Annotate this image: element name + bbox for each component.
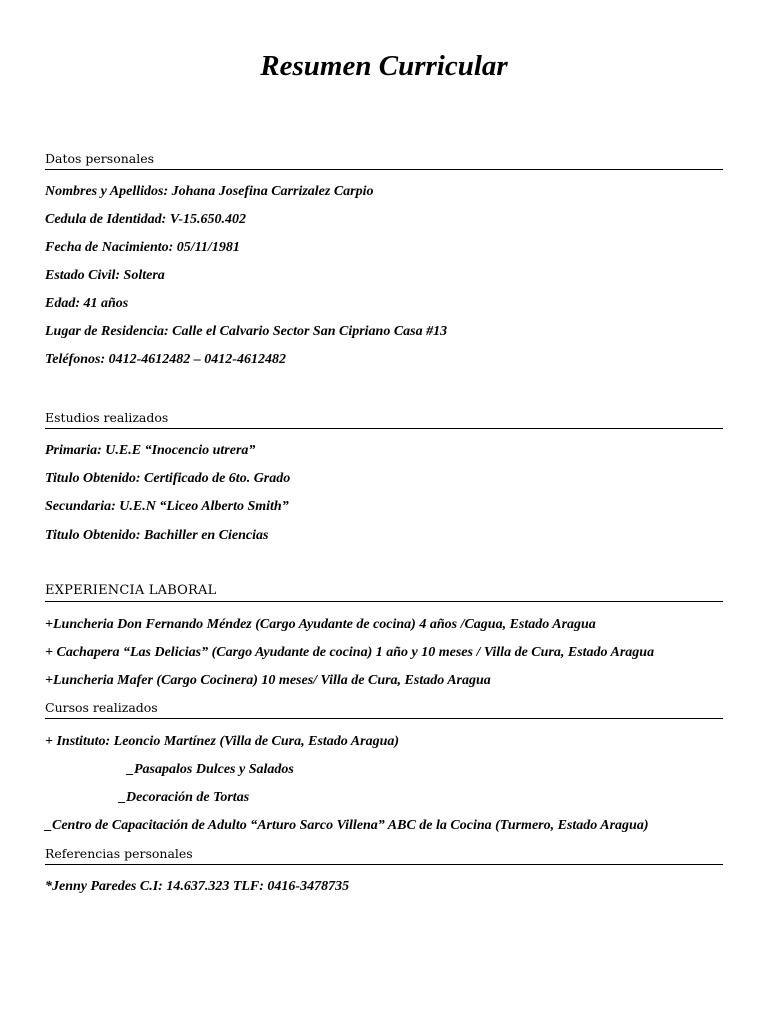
education-primary-title: Titulo Obtenido: Certificado de 6to. Grado — [45, 471, 291, 486]
personal-birthdate: Fecha de Nacimiento: 05/11/1981 — [45, 240, 240, 255]
section-heading-personal: Datos personales — [45, 150, 723, 170]
education-primary: Primaria: U.E.E “Inocencio utrera” — [45, 443, 256, 458]
experience-item: +Luncheria Don Fernando Méndez (Cargo Ayudante de cocina) 4 años /Cagua, Estado Aragua — [45, 617, 596, 632]
education-secondary: Secundaria: U.E.N “Liceo Alberto Smith” — [45, 499, 289, 514]
page-title: Resumen Curricular — [260, 50, 508, 82]
course-item: _Decoración de Tortas — [119, 790, 250, 805]
experience-item: +Luncheria Mafer (Cargo Cocinera) 10 meses/ Villa de Cura, Estado Aragua — [45, 673, 491, 688]
personal-age: Edad: 41 años — [45, 296, 129, 311]
personal-civil-status: Estado Civil: Soltera — [45, 268, 165, 283]
personal-residence: Lugar de Residencia: Calle el Calvario Sector San Cipriano Casa #13 — [45, 324, 448, 339]
course-center: _Centro de Capacitación de Adulto “Arturo Sarco Villena” ABC de la Cocina (Turmero, Estado Aragua) — [45, 818, 649, 833]
section-heading-experience: EXPERIENCIA LABORAL — [45, 582, 723, 602]
course-item: _Pasapalos Dulces y Salados — [127, 762, 294, 777]
education-secondary-title: Titulo Obtenido: Bachiller en Ciencias — [45, 528, 269, 543]
experience-item: + Cachapera “Las Delicias” (Cargo Ayudante de cocina) 1 año y 10 meses / Villa de Cura, Estado Aragua — [45, 645, 655, 660]
reference-item: *Jenny Paredes C.I: 14.637.323 TLF: 0416-3478735 — [45, 879, 350, 894]
personal-id: Cedula de Identidad: V-15.650.402 — [45, 212, 247, 227]
course-institute: + Instituto: Leoncio Martínez (Villa de Cura, Estado Aragua) — [45, 734, 400, 749]
personal-name: Nombres y Apellidos: Johana Josefina Carrizalez Carpio — [45, 184, 374, 199]
section-heading-references: Referencias personales — [45, 845, 723, 865]
section-heading-education: Estudios realizados — [45, 409, 723, 429]
section-heading-courses: Cursos realizados — [45, 699, 723, 719]
personal-phones: Teléfonos: 0412-4612482 – 0412-4612482 — [45, 352, 286, 367]
